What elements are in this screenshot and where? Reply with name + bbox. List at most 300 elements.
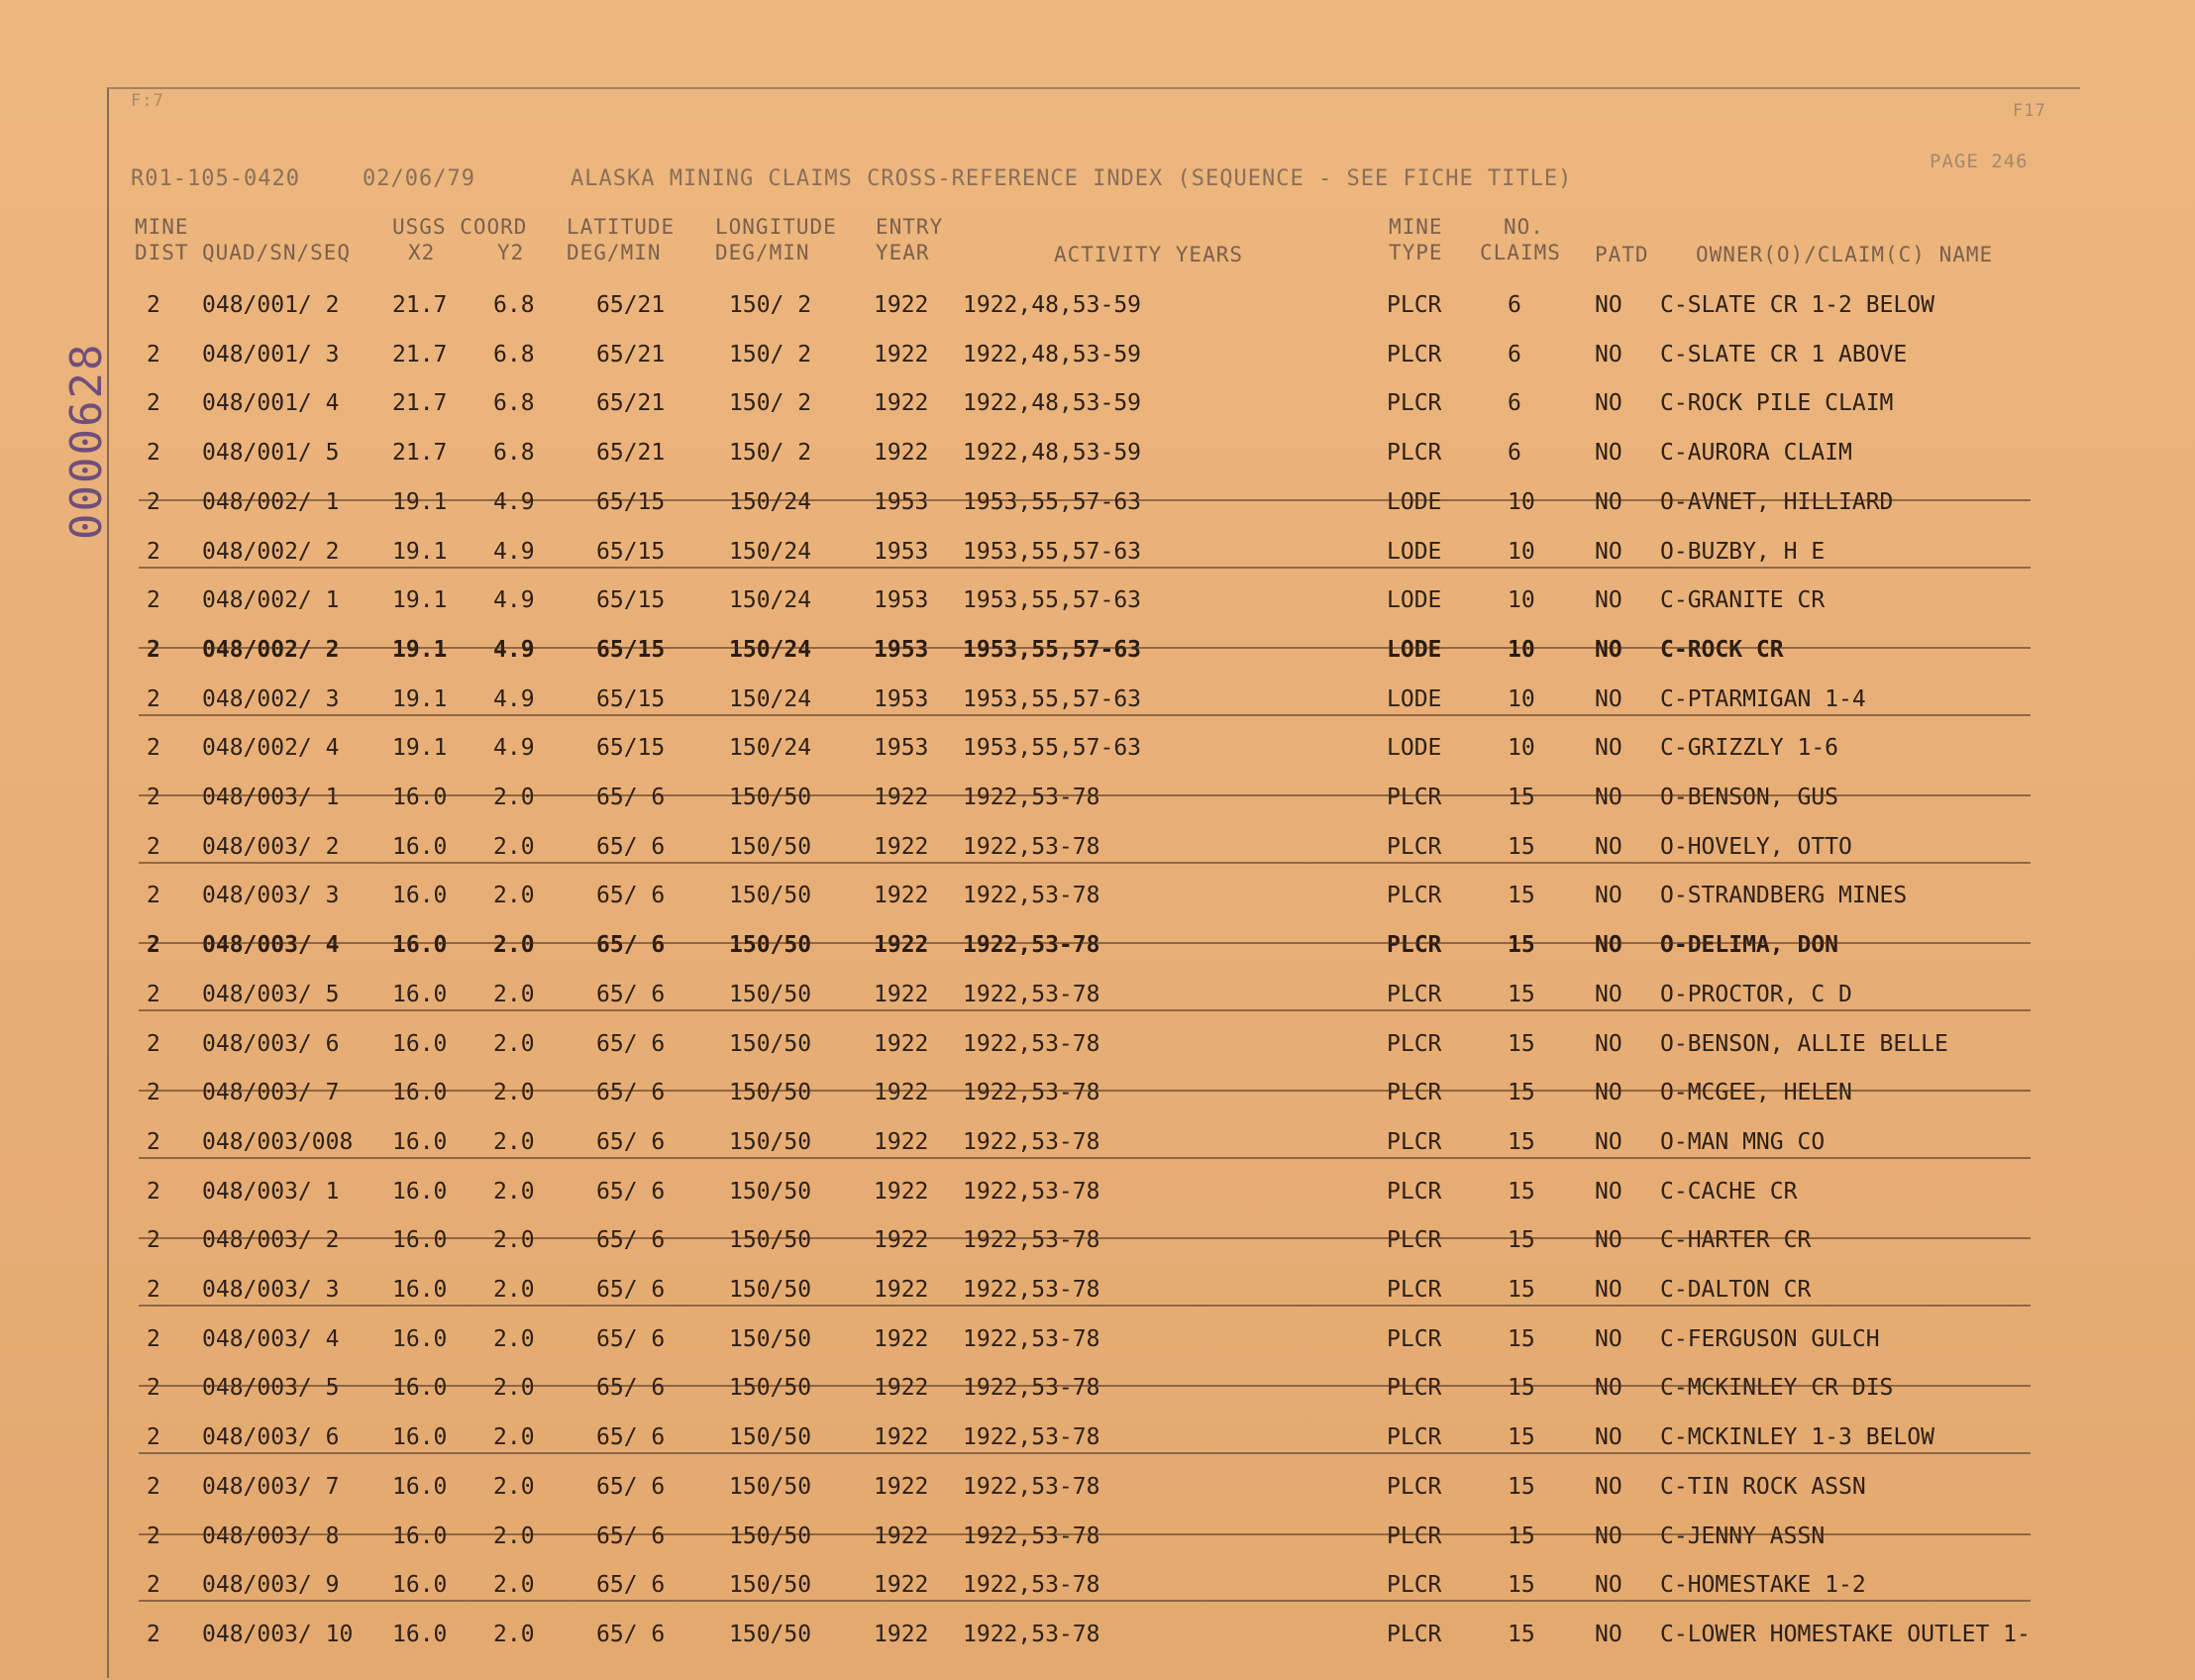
cell-dist: 2 — [147, 538, 160, 565]
corner-mark-left: F:7 — [131, 91, 164, 111]
cell-x: 16.0 — [392, 785, 448, 810]
cell-name: O-HOVELY, OTTO — [1660, 833, 1852, 860]
cell-claims: 15 — [1508, 1325, 1535, 1352]
cell-type: PLCR — [1387, 1375, 1442, 1402]
cell-activity: 1922,53-78 — [963, 932, 1100, 959]
col-y2: Y2 — [497, 241, 525, 264]
col-quad: QUAD/SN/SEQ — [202, 241, 352, 264]
cell-type: LODE — [1387, 685, 1442, 712]
cell-patd: NO — [1595, 785, 1622, 810]
cell-quad: 048/002/ 1 — [202, 488, 340, 515]
cell-patd: NO — [1595, 735, 1622, 762]
cell-lon: 150/24 — [729, 735, 812, 762]
cell-dist: 2 — [147, 1277, 160, 1303]
cell-name: C-TIN ROCK ASSN — [1660, 1473, 1866, 1500]
cell-lon: 150/50 — [729, 1277, 812, 1303]
table-row — [129, 282, 2070, 332]
cell-x: 21.7 — [392, 292, 448, 318]
cell-x: 19.1 — [392, 587, 448, 614]
cell-entry: 1953 — [874, 735, 929, 762]
cell-claims: 10 — [1508, 636, 1535, 663]
cell-entry: 1922 — [874, 833, 929, 860]
cell-lat: 65/21 — [596, 390, 666, 417]
cell-activity: 1922,53-78 — [963, 1227, 1100, 1254]
cell-entry: 1953 — [874, 488, 929, 515]
cell-y: 2.0 — [493, 833, 535, 860]
cell-dist: 2 — [147, 1424, 160, 1451]
col-owner-claim-name: OWNER(O)/CLAIM(C) NAME — [1696, 243, 1994, 266]
cell-claims: 15 — [1508, 1080, 1535, 1106]
cell-quad: 048/003/ 5 — [202, 981, 340, 1007]
cell-activity: 1922,53-78 — [963, 883, 1100, 909]
cell-dist: 2 — [147, 833, 160, 860]
cell-claims: 15 — [1508, 1178, 1535, 1205]
cell-lat: 65/ 6 — [596, 1375, 666, 1402]
cell-lat: 65/ 6 — [596, 1030, 666, 1057]
cell-patd: NO — [1595, 833, 1622, 860]
cell-y: 4.9 — [493, 587, 535, 614]
cell-lat: 65/ 6 — [596, 1178, 666, 1205]
cell-quad: 048/003/ 1 — [202, 785, 340, 810]
cell-entry: 1922 — [874, 1030, 929, 1057]
cell-activity: 1922,53-78 — [963, 1080, 1100, 1106]
cell-dist: 2 — [147, 883, 160, 909]
cell-activity: 1922,53-78 — [963, 1325, 1100, 1352]
cell-lon: 150/50 — [729, 1080, 812, 1106]
cell-patd: NO — [1595, 1522, 1622, 1549]
cell-dist: 2 — [147, 981, 160, 1007]
cell-quad: 048/003/ 4 — [202, 1325, 340, 1352]
cell-lat: 65/21 — [596, 440, 666, 467]
cell-dist: 2 — [147, 1325, 160, 1352]
cell-y: 2.0 — [493, 981, 535, 1007]
cell-name: O-BUZBY, H E — [1660, 538, 1826, 565]
cell-y: 2.0 — [493, 1178, 535, 1205]
table-row — [129, 873, 2070, 922]
col-usgs-coord: USGS COORD — [392, 215, 528, 239]
cell-x: 16.0 — [392, 1030, 448, 1057]
table-row — [129, 775, 2070, 824]
cell-x: 16.0 — [392, 1522, 448, 1549]
col-claims-line1: NO. — [1504, 215, 1544, 239]
cell-name: C-HARTER CR — [1660, 1227, 1812, 1254]
cell-name: O-AVNET, HILLIARD — [1660, 488, 1894, 515]
cell-patd: NO — [1595, 341, 1622, 368]
cell-type: PLCR — [1387, 1473, 1442, 1500]
cell-entry: 1953 — [874, 587, 929, 614]
col-mine-dist-line1: MINE — [135, 215, 189, 239]
cell-claims: 15 — [1508, 1375, 1535, 1402]
cell-entry: 1922 — [874, 1424, 929, 1451]
cell-lon: 150/ 2 — [729, 440, 812, 467]
cell-claims: 10 — [1508, 735, 1535, 762]
cell-lon: 150/50 — [729, 932, 812, 959]
cell-quad: 048/003/ 5 — [202, 1375, 340, 1402]
report-header — [131, 166, 2092, 196]
cell-y: 2.0 — [493, 1128, 535, 1155]
cell-entry: 1922 — [874, 292, 929, 318]
cell-lat: 65/ 6 — [596, 1128, 666, 1155]
cell-lat: 65/15 — [596, 636, 666, 663]
cell-x: 16.0 — [392, 1572, 448, 1599]
cell-y: 2.0 — [493, 1030, 535, 1057]
cell-dist: 2 — [147, 1227, 160, 1254]
cell-type: PLCR — [1387, 1621, 1442, 1647]
table-row — [129, 627, 2070, 677]
cell-quad: 048/003/ 2 — [202, 1227, 340, 1254]
cell-quad: 048/001/ 2 — [202, 292, 340, 318]
cell-dist: 2 — [147, 1178, 160, 1205]
table-row — [129, 824, 2070, 874]
cell-lat: 65/ 6 — [596, 1227, 666, 1254]
cell-type: PLCR — [1387, 1424, 1442, 1451]
cell-entry: 1922 — [874, 883, 929, 909]
cell-x: 16.0 — [392, 883, 448, 909]
cell-lat: 65/ 6 — [596, 1572, 666, 1599]
cell-claims: 6 — [1508, 292, 1521, 318]
cell-quad: 048/003/ 3 — [202, 883, 340, 909]
cell-name: C-LOWER HOMESTAKE OUTLET 1- — [1660, 1621, 2031, 1647]
cell-y: 2.0 — [493, 1325, 535, 1352]
cell-lon: 150/50 — [729, 1522, 812, 1549]
cell-quad: 048/003/ 3 — [202, 1277, 340, 1303]
cell-lat: 65/ 6 — [596, 785, 666, 810]
cell-quad: 048/003/ 6 — [202, 1030, 340, 1057]
cell-lat: 65/ 6 — [596, 981, 666, 1007]
cell-lon: 150/50 — [729, 1424, 812, 1451]
cell-x: 16.0 — [392, 1473, 448, 1500]
cell-type: PLCR — [1387, 1080, 1442, 1106]
cell-type: PLCR — [1387, 1128, 1442, 1155]
cell-name: C-MCKINLEY CR DIS — [1660, 1375, 1894, 1402]
col-no-claims — [1480, 214, 1561, 265]
cell-lat: 65/ 6 — [596, 833, 666, 860]
cell-entry: 1922 — [874, 341, 929, 368]
cell-type: PLCR — [1387, 1572, 1442, 1599]
cell-y: 2.0 — [493, 785, 535, 810]
cell-activity: 1922,53-78 — [963, 1473, 1100, 1500]
cell-lat: 65/ 6 — [596, 932, 666, 959]
cell-lon: 150/50 — [729, 1178, 812, 1205]
cell-y: 2.0 — [493, 1227, 535, 1254]
cell-y: 6.8 — [493, 341, 535, 368]
col-entry-line2: YEAR — [876, 241, 930, 264]
cell-dist: 2 — [147, 488, 160, 515]
table-row — [129, 1070, 2070, 1119]
cell-x: 19.1 — [392, 636, 448, 663]
cell-claims: 15 — [1508, 1227, 1535, 1254]
cell-dist: 2 — [147, 735, 160, 762]
cell-lon: 150/50 — [729, 1227, 812, 1254]
cell-lon: 150/50 — [729, 1572, 812, 1599]
cell-entry: 1922 — [874, 440, 929, 467]
cell-lat: 65/ 6 — [596, 883, 666, 909]
cell-type: LODE — [1387, 488, 1442, 515]
cell-claims: 15 — [1508, 1572, 1535, 1599]
cell-entry: 1922 — [874, 1080, 929, 1106]
cell-quad: 048/002/ 2 — [202, 636, 340, 663]
cell-claims: 6 — [1508, 341, 1521, 368]
col-latitude-line1: LATITUDE — [567, 215, 676, 239]
col-mine-dist — [135, 214, 189, 265]
cell-patd: NO — [1595, 488, 1622, 515]
cell-lat: 65/21 — [596, 341, 666, 368]
col-mine-type — [1389, 214, 1443, 265]
cell-lat: 65/ 6 — [596, 1424, 666, 1451]
cell-name: C-DALTON CR — [1660, 1277, 1812, 1303]
cell-type: PLCR — [1387, 1325, 1442, 1352]
cell-name: O-MCGEE, HELEN — [1660, 1080, 1852, 1106]
cell-lat: 65/ 6 — [596, 1473, 666, 1500]
table-row — [129, 479, 2070, 529]
cell-patd: NO — [1595, 1080, 1622, 1106]
cell-activity: 1953,55,57-63 — [963, 636, 1142, 663]
cell-y: 4.9 — [493, 636, 535, 663]
col-claims-line2: CLAIMS — [1480, 241, 1561, 264]
cell-name: O-BENSON, GUS — [1660, 785, 1839, 810]
cell-lon: 150/50 — [729, 981, 812, 1007]
cell-lon: 150/24 — [729, 685, 812, 712]
cell-lat: 65/ 6 — [596, 1277, 666, 1303]
cell-patd: NO — [1595, 1621, 1622, 1647]
cell-name: C-AURORA CLAIM — [1660, 440, 1852, 467]
cell-y: 2.0 — [493, 1424, 535, 1451]
cell-x: 16.0 — [392, 1375, 448, 1402]
cell-type: PLCR — [1387, 1277, 1442, 1303]
cell-activity: 1922,53-78 — [963, 1128, 1100, 1155]
cell-x: 21.7 — [392, 390, 448, 417]
cell-x: 16.0 — [392, 981, 448, 1007]
col-mine-dist-line2: DIST — [135, 241, 189, 264]
cell-activity: 1953,55,57-63 — [963, 538, 1142, 565]
cell-y: 4.9 — [493, 538, 535, 565]
col-entry-line1: ENTRY — [876, 215, 944, 239]
cell-patd: NO — [1595, 1227, 1622, 1254]
cell-entry: 1922 — [874, 1375, 929, 1402]
cell-dist: 2 — [147, 1473, 160, 1500]
cell-dist: 2 — [147, 1621, 160, 1647]
cell-activity: 1922,53-78 — [963, 981, 1100, 1007]
cell-x: 21.7 — [392, 341, 448, 368]
cell-patd: NO — [1595, 1128, 1622, 1155]
cell-dist: 2 — [147, 1030, 160, 1057]
cell-name: O-DELIMA, DON — [1660, 932, 1839, 959]
cell-name: O-STRANDBERG MINES — [1660, 883, 1908, 909]
table-row — [129, 677, 2070, 726]
cell-quad: 048/003/ 10 — [202, 1621, 354, 1647]
cell-type: PLCR — [1387, 1030, 1442, 1057]
table-row — [129, 1415, 2070, 1464]
cell-type: PLCR — [1387, 292, 1442, 318]
cell-entry: 1922 — [874, 1178, 929, 1205]
cell-activity: 1922,48,53-59 — [963, 390, 1142, 417]
cell-x: 16.0 — [392, 932, 448, 959]
table-row — [129, 1169, 2070, 1218]
cell-activity: 1922,53-78 — [963, 833, 1100, 860]
cell-lat: 65/15 — [596, 685, 666, 712]
cell-quad: 048/002/ 4 — [202, 735, 340, 762]
cell-quad: 048/002/ 1 — [202, 587, 340, 614]
table-row — [129, 1267, 2070, 1316]
cell-x: 16.0 — [392, 1325, 448, 1352]
cell-patd: NO — [1595, 390, 1622, 417]
cell-patd: NO — [1595, 1178, 1622, 1205]
corner-mark-right: F17 — [2013, 101, 2046, 121]
cell-activity: 1922,48,53-59 — [963, 341, 1142, 368]
cell-dist: 2 — [147, 1375, 160, 1402]
cell-lon: 150/50 — [729, 1030, 812, 1057]
cell-patd: NO — [1595, 587, 1622, 614]
cell-lon: 150/ 2 — [729, 292, 812, 318]
cell-x: 21.7 — [392, 440, 448, 467]
cell-quad: 048/001/ 4 — [202, 390, 340, 417]
cell-dist: 2 — [147, 292, 160, 318]
cell-y: 4.9 — [493, 685, 535, 712]
cell-lon: 150/50 — [729, 1325, 812, 1352]
col-longitude-line2: DEG/MIN — [715, 241, 810, 264]
cell-activity: 1922,53-78 — [963, 1030, 1100, 1057]
table-row — [129, 578, 2070, 627]
cell-quad: 048/003/ 6 — [202, 1424, 340, 1451]
cell-y: 2.0 — [493, 883, 535, 909]
cell-patd: NO — [1595, 1424, 1622, 1451]
cell-y: 6.8 — [493, 292, 535, 318]
cell-claims: 15 — [1508, 785, 1535, 810]
table-row — [129, 972, 2070, 1021]
cell-quad: 048/002/ 3 — [202, 685, 340, 712]
cell-x: 19.1 — [392, 488, 448, 515]
cell-y: 2.0 — [493, 1621, 535, 1647]
report-id: R01-105-0420 — [131, 166, 300, 191]
cell-y: 2.0 — [493, 1572, 535, 1599]
cell-patd: NO — [1595, 1030, 1622, 1057]
cell-y: 2.0 — [493, 1522, 535, 1549]
cell-dist: 2 — [147, 1128, 160, 1155]
cell-x: 16.0 — [392, 1621, 448, 1647]
cell-claims: 10 — [1508, 587, 1535, 614]
cell-type: PLCR — [1387, 390, 1442, 417]
side-stamp-number: 0000628 — [61, 342, 112, 540]
table-row — [129, 1217, 2070, 1267]
cell-entry: 1922 — [874, 1128, 929, 1155]
cell-lat: 65/ 6 — [596, 1621, 666, 1647]
cell-type: LODE — [1387, 735, 1442, 762]
cell-quad: 048/003/ 7 — [202, 1473, 340, 1500]
cell-lon: 150/50 — [729, 883, 812, 909]
table-row — [129, 529, 2070, 578]
cell-name: O-PROCTOR, C D — [1660, 981, 1852, 1007]
col-latitude — [567, 214, 675, 265]
cell-type: PLCR — [1387, 440, 1442, 467]
cell-lat: 65/ 6 — [596, 1080, 666, 1106]
table-row — [129, 1514, 2070, 1563]
cell-quad: 048/001/ 3 — [202, 341, 340, 368]
cell-lon: 150/24 — [729, 636, 812, 663]
cell-lat: 65/ 6 — [596, 1325, 666, 1352]
cell-activity: 1922,53-78 — [963, 1572, 1100, 1599]
cell-quad: 048/003/ 4 — [202, 932, 340, 959]
cell-entry: 1922 — [874, 932, 929, 959]
cell-claims: 15 — [1508, 1522, 1535, 1549]
cell-y: 6.8 — [493, 440, 535, 467]
cell-dist: 2 — [147, 341, 160, 368]
cell-dist: 2 — [147, 932, 160, 959]
cell-entry: 1922 — [874, 1325, 929, 1352]
cell-entry: 1922 — [874, 390, 929, 417]
cell-lat: 65/15 — [596, 538, 666, 565]
cell-claims: 15 — [1508, 883, 1535, 909]
cell-quad: 048/003/ 2 — [202, 833, 340, 860]
cell-name: C-CACHE CR — [1660, 1178, 1798, 1205]
cell-patd: NO — [1595, 981, 1622, 1007]
cell-x: 19.1 — [392, 538, 448, 565]
cell-lon: 150/24 — [729, 587, 812, 614]
cell-name: C-ROCK CR — [1660, 636, 1784, 663]
cell-entry: 1922 — [874, 981, 929, 1007]
cell-claims: 15 — [1508, 1424, 1535, 1451]
page-number: PAGE 246 — [1930, 151, 2029, 172]
cell-x: 16.0 — [392, 1178, 448, 1205]
col-activity-years: ACTIVITY YEARS — [1054, 243, 1244, 266]
cell-x: 19.1 — [392, 735, 448, 762]
table-row — [129, 430, 2070, 479]
cell-patd: NO — [1595, 1375, 1622, 1402]
table-row — [129, 922, 2070, 972]
cell-quad: 048/003/ 7 — [202, 1080, 340, 1106]
cell-name: O-BENSON, ALLIE BELLE — [1660, 1030, 1948, 1057]
cell-patd: NO — [1595, 292, 1622, 318]
cell-lat: 65/15 — [596, 587, 666, 614]
table-row — [129, 1612, 2070, 1661]
cell-lon: 150/24 — [729, 488, 812, 515]
cell-entry: 1922 — [874, 1227, 929, 1254]
cell-dist: 2 — [147, 440, 160, 467]
cell-type: PLCR — [1387, 1227, 1442, 1254]
table-row — [129, 1316, 2070, 1366]
cell-claims: 15 — [1508, 981, 1535, 1007]
cell-x: 19.1 — [392, 685, 448, 712]
cell-y: 4.9 — [493, 488, 535, 515]
cell-activity: 1922,53-78 — [963, 1277, 1100, 1303]
cell-entry: 1922 — [874, 1621, 929, 1647]
cell-lon: 150/50 — [729, 1128, 812, 1155]
cell-quad: 048/001/ 5 — [202, 440, 340, 467]
cell-claims: 15 — [1508, 932, 1535, 959]
cell-lat: 65/21 — [596, 292, 666, 318]
col-mine-type-line1: MINE — [1389, 215, 1443, 239]
cell-activity: 1953,55,57-63 — [963, 735, 1142, 762]
table-row — [129, 1464, 2070, 1514]
cell-claims: 15 — [1508, 833, 1535, 860]
col-latitude-line2: DEG/MIN — [567, 241, 662, 264]
cell-claims: 15 — [1508, 1030, 1535, 1057]
cell-patd: NO — [1595, 538, 1622, 565]
cell-dist: 2 — [147, 587, 160, 614]
cell-lon: 150/ 2 — [729, 341, 812, 368]
cell-claims: 15 — [1508, 1128, 1535, 1155]
table-row — [129, 380, 2070, 430]
cell-quad: 048/003/ 1 — [202, 1178, 340, 1205]
cell-name: O-MAN MNG CO — [1660, 1128, 1826, 1155]
cell-dist: 2 — [147, 1080, 160, 1106]
cell-name: C-SLATE CR 1 ABOVE — [1660, 341, 1908, 368]
cell-quad: 048/003/ 8 — [202, 1522, 340, 1549]
cell-quad: 048/002/ 2 — [202, 538, 340, 565]
report-date: 02/06/79 — [363, 166, 475, 191]
cell-claims: 15 — [1508, 1473, 1535, 1500]
col-x2: X2 — [408, 241, 436, 264]
col-mine-type-line2: TYPE — [1389, 241, 1443, 264]
